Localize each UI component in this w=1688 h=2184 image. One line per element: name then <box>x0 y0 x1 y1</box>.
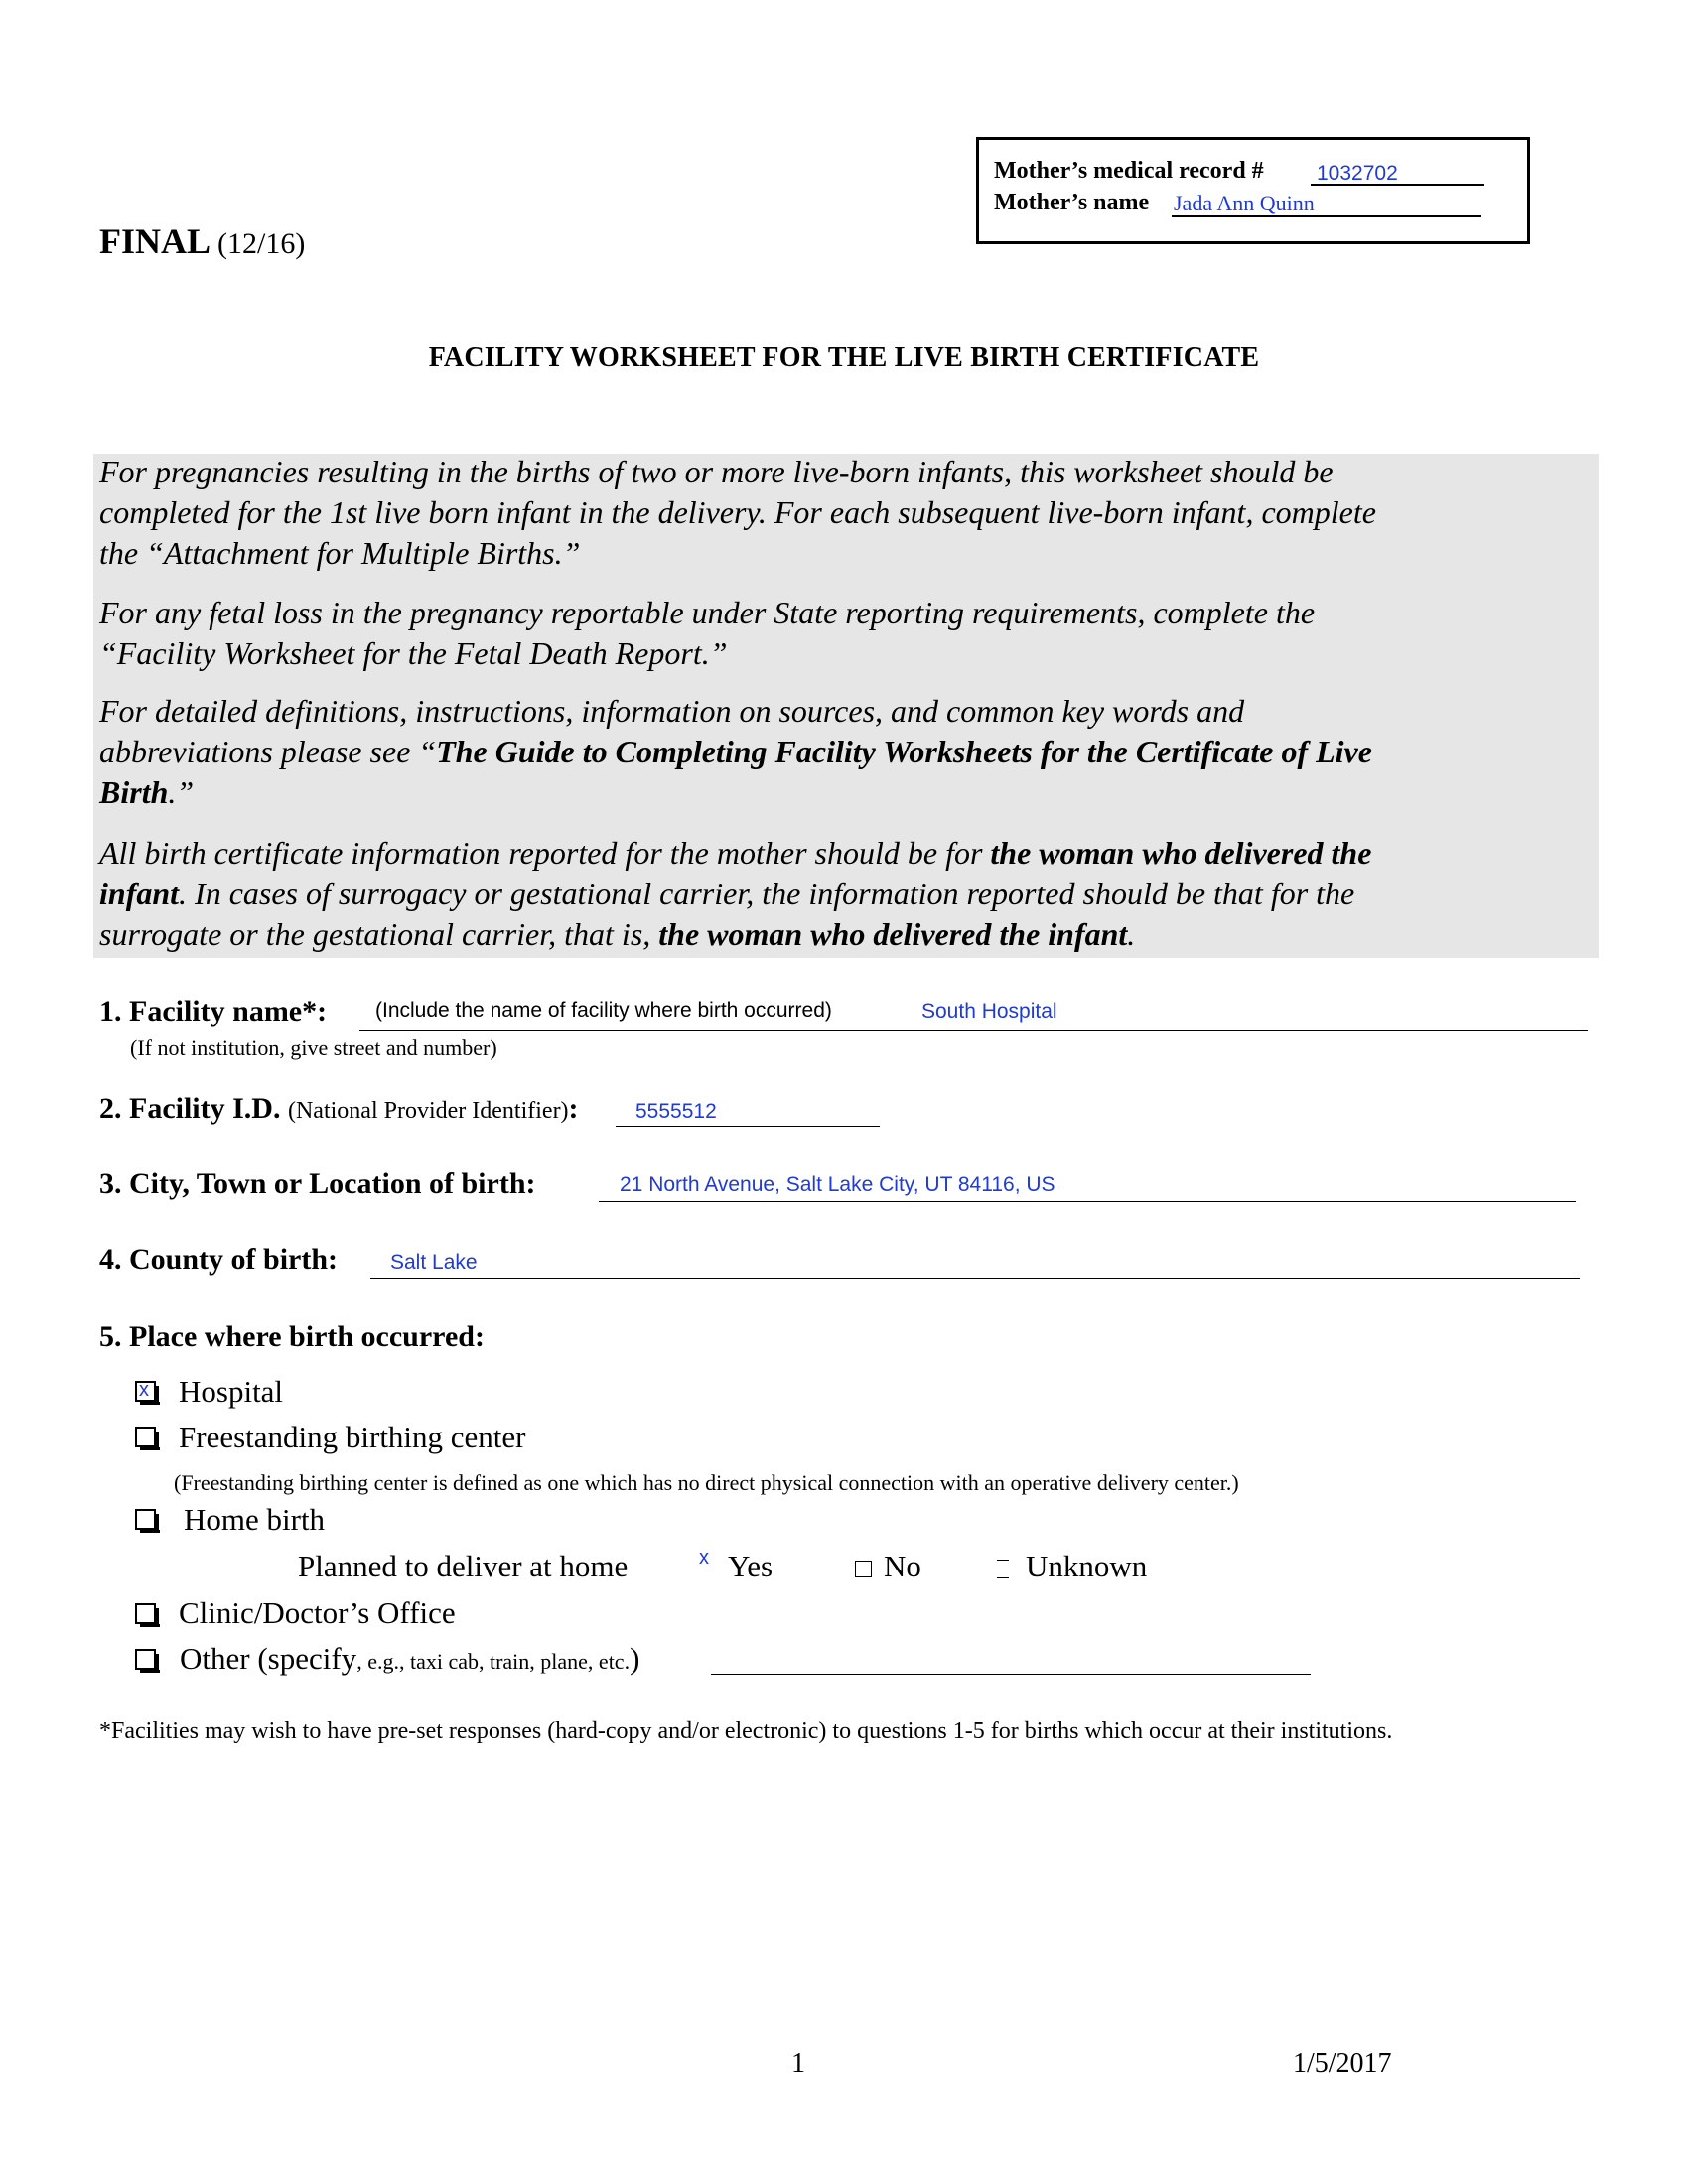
birth-location-field[interactable] <box>599 1201 1576 1202</box>
q1-hint: (Include the name of facility where birth occurred) <box>375 999 832 1022</box>
instruction-p3-line3 <box>99 772 1589 813</box>
footnote: *Facilities may wish to have pre-set responses (hard-copy and/or electronic) to questions 1-5 for births which occur at their institutions. <box>99 1718 1393 1744</box>
instruction-p4-line2-b: . In cases of surrogacy or gestational carrier, the information reported should be that for the <box>179 876 1355 911</box>
instruction-p3-line2-a: abbreviations please see “ <box>99 734 437 769</box>
clinic-checkbox[interactable] <box>135 1603 156 1624</box>
q4-label: 4. County of birth: <box>99 1243 339 1276</box>
instruction-guide-title: The Guide to Completing Facility Worksheets for the Certificate of Live <box>436 734 1372 769</box>
instruction-p1-line1: For pregnancies resulting in the births of two or more live-born infants, this worksheet should be <box>99 454 1334 489</box>
option-hospital: Hospital <box>179 1374 284 1409</box>
freestanding-note: (Freestanding birthing center is defined as one which has no direct physical connection with an operative delivery center.) <box>174 1470 1239 1495</box>
planned-no-checkbox[interactable] <box>855 1561 872 1577</box>
hospital-checkbox[interactable] <box>135 1381 156 1402</box>
instruction-p2-line1: For any fetal loss in the pregnancy reportable under State reporting requirements, complete the <box>99 595 1316 630</box>
home-birth-checkbox[interactable] <box>135 1509 156 1530</box>
page-number: 1 <box>791 2048 805 2079</box>
instruction-p4-line2 <box>99 874 1589 914</box>
instruction-p4-line2-a: infant <box>99 876 180 911</box>
other-checkbox[interactable] <box>135 1649 156 1670</box>
instruction-p1-line2: completed for the 1st live born infant in the delivery. For each subsequent live-born infant, complete <box>99 494 1376 530</box>
county-value: Salt Lake <box>390 1251 478 1274</box>
instruction-p4-line1 <box>99 833 1589 874</box>
mother-name-field[interactable] <box>1172 190 1481 217</box>
facility-id-field[interactable] <box>616 1126 880 1127</box>
freestanding-checkbox[interactable] <box>135 1427 156 1447</box>
medical-record-value: 1032702 <box>1317 162 1398 185</box>
birth-location-value: 21 North Avenue, Salt Lake City, UT 84116, US <box>620 1173 1055 1196</box>
instruction-p3-line2 <box>99 732 1589 772</box>
instruction-guide-title-end: Birth <box>99 774 169 810</box>
option-clinic: Clinic/Doctor’s Office <box>179 1595 456 1630</box>
hospital-check-mark: x <box>139 1379 149 1401</box>
mother-info-box <box>976 137 1530 244</box>
page-title: FACILITY WORKSHEET FOR THE LIVE BIRTH CERTIFICATE <box>428 342 1260 373</box>
instruction-p4-line3-c: . <box>1127 916 1136 952</box>
instruction-p4-line3 <box>99 914 1589 955</box>
planned-unknown: Unknown <box>1026 1549 1148 1583</box>
instruction-p4-line3-a: surrogate or the gestational carrier, that is, <box>99 916 659 952</box>
facility-name-field[interactable] <box>359 1030 1588 1031</box>
q2-label-text: 2. Facility I.D. <box>99 1092 281 1125</box>
option-home-birth: Home birth <box>184 1502 326 1537</box>
option-other <box>180 1641 639 1677</box>
planned-home-label: Planned to deliver at home <box>298 1549 629 1583</box>
option-other-a: Other (specify <box>180 1641 357 1676</box>
planned-yes: Yes <box>728 1549 774 1583</box>
footer-date: 1/5/2017 <box>1293 2048 1392 2079</box>
planned-no: No <box>884 1549 921 1583</box>
instruction-p4-line3-b: the woman who delivered the infant <box>658 916 1128 952</box>
instruction-p2-line2: “Facility Worksheet for the Fetal Death Report.” <box>99 635 728 671</box>
facility-id-value: 5555512 <box>635 1100 717 1123</box>
mother-name-value: Jada Ann Quinn <box>1174 191 1315 215</box>
q1-label: 1. Facility name*: <box>99 995 328 1027</box>
medical-record-label: Mother’s medical record # <box>994 158 1264 184</box>
instruction-p1-line3: the “Attachment for Multiple Births.” <box>99 535 581 571</box>
instruction-p4-line1-a: All birth certificate information reported for the mother should be for <box>99 835 991 871</box>
q2-sub: (National Provider Identifier) <box>287 1098 569 1124</box>
final-date: (12/16) <box>217 227 306 260</box>
final-text: FINAL <box>99 221 210 261</box>
option-freestanding: Freestanding birthing center <box>179 1420 526 1454</box>
facility-name-value: South Hospital <box>921 1000 1057 1023</box>
option-other-c: ) <box>630 1641 640 1676</box>
medical-record-field[interactable] <box>1311 158 1484 186</box>
q5-label: 5. Place where birth occurred: <box>99 1320 485 1353</box>
final-label <box>99 220 305 262</box>
q2-label <box>99 1092 579 1126</box>
yes-check-mark[interactable]: x <box>699 1547 709 1569</box>
option-other-b: , e.g., taxi cab, train, plane, etc. <box>356 1649 631 1674</box>
mother-name-label: Mother’s name <box>994 190 1150 215</box>
q1-sub: (If not institution, give street and number) <box>130 1035 497 1060</box>
q2-colon: : <box>568 1092 579 1125</box>
instruction-p4-line1-b: the woman who delivered the <box>990 835 1372 871</box>
other-specify-field[interactable] <box>711 1674 1311 1675</box>
county-field[interactable] <box>370 1278 1580 1279</box>
instruction-p3-line3-b: .” <box>168 774 195 810</box>
planned-unknown-checkbox[interactable] <box>997 1560 1009 1578</box>
instruction-p3-line1: For detailed definitions, instructions, information on sources, and common key words and <box>99 693 1245 729</box>
q3-label: 3. City, Town or Location of birth: <box>99 1167 536 1200</box>
